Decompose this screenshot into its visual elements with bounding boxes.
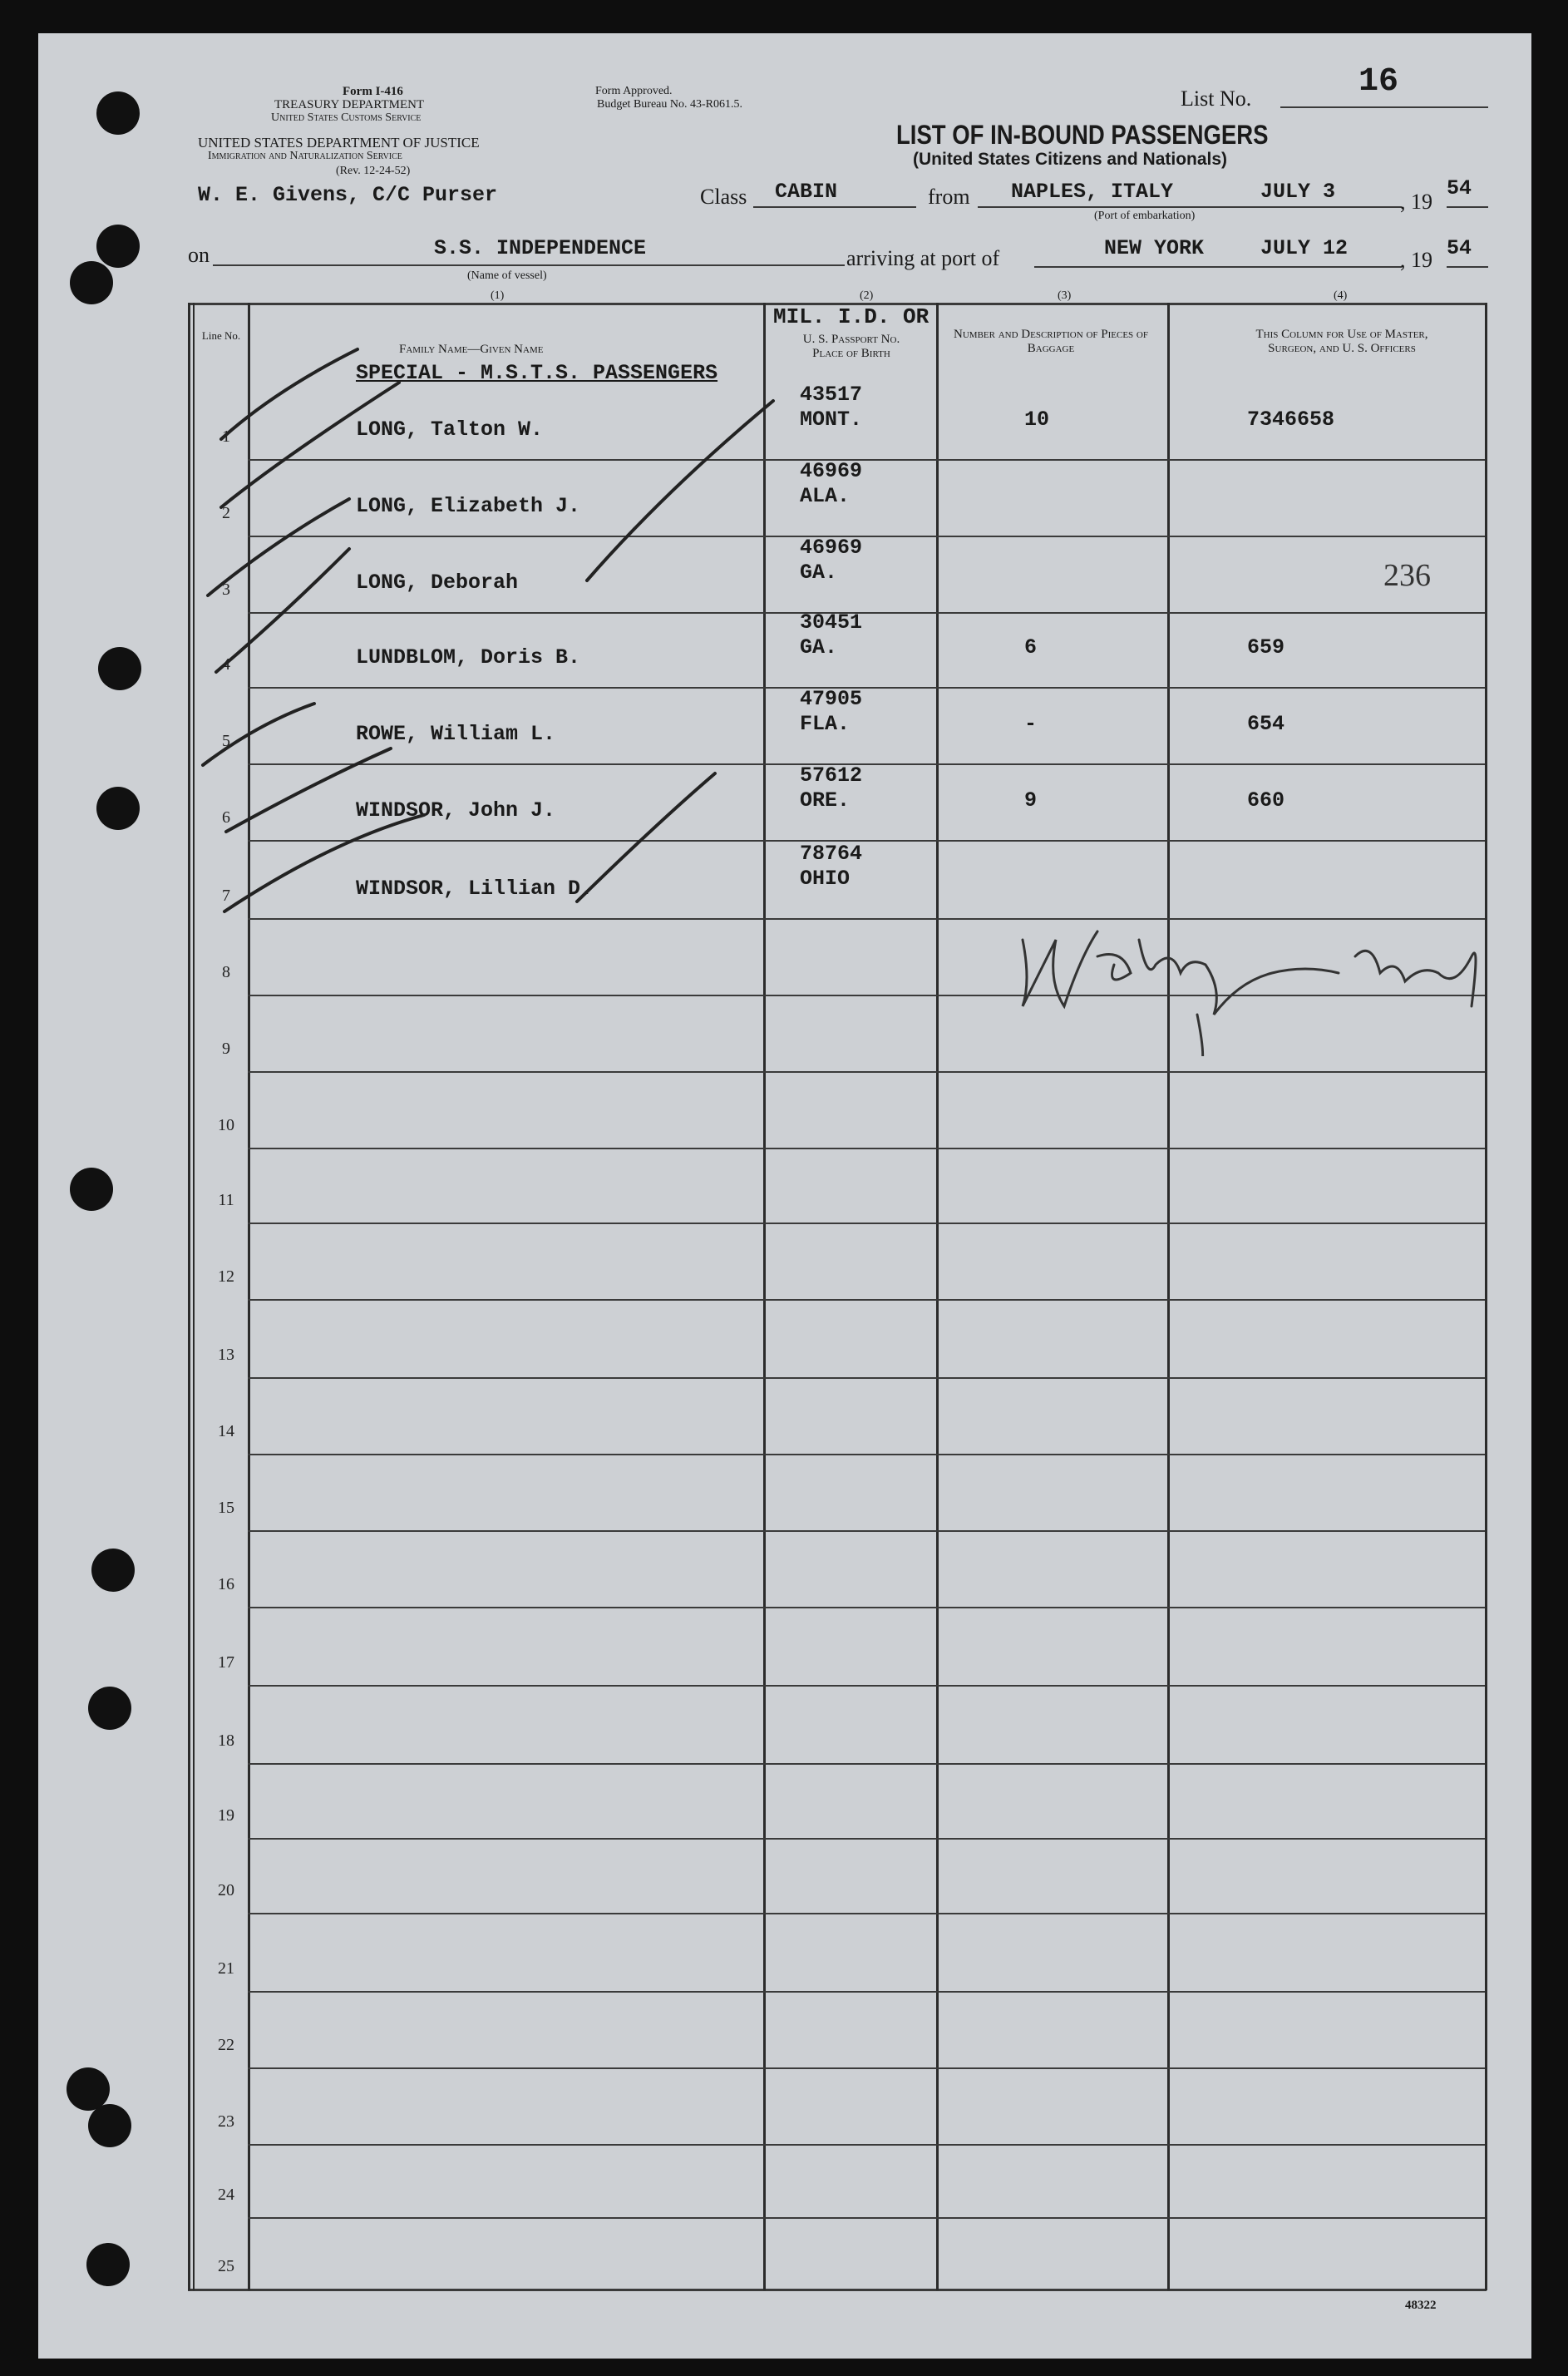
binder-hole <box>86 2243 130 2286</box>
line-number: 12 <box>218 1267 234 1286</box>
year1-underline <box>1447 206 1488 208</box>
binder-hole <box>70 261 113 304</box>
binder-hole <box>88 2104 131 2147</box>
footer-form-number: 48322 <box>1405 2299 1437 2312</box>
vessel-underline <box>213 264 845 266</box>
form-number: Form I-416 <box>343 85 403 98</box>
row-divider <box>248 2067 1485 2069</box>
baggage-count: 10 <box>1024 408 1050 432</box>
col-number-2: (2) <box>860 289 874 302</box>
place-of-birth: FLA. <box>800 712 851 736</box>
year-1: 54 <box>1447 176 1472 200</box>
row-divider <box>248 1991 1485 1993</box>
line-number: 13 <box>218 1346 234 1364</box>
place-of-birth: ORE. <box>800 788 851 813</box>
year-prefix-1: , 19 <box>1400 190 1432 214</box>
binder-hole <box>96 225 140 268</box>
table-bottom-border <box>188 2289 1487 2291</box>
row-divider <box>248 1913 1485 1914</box>
year-2: 54 <box>1447 236 1472 260</box>
line-number: 3 <box>222 580 230 599</box>
header-line-no: Line No. <box>201 329 241 342</box>
line-number: 4 <box>222 655 230 674</box>
class-underline <box>753 206 916 208</box>
document-subtitle: (United States Citizens and Nationals) <box>913 150 1228 169</box>
line-number: 17 <box>218 1653 234 1672</box>
row-divider <box>248 1377 1485 1379</box>
table-right-border <box>1485 303 1487 2290</box>
revision-date: (Rev. 12-24-52) <box>336 165 411 177</box>
line-number: 23 <box>218 2112 234 2131</box>
place-of-birth: GA. <box>800 561 838 585</box>
binder-hole <box>70 1168 113 1211</box>
header-baggage: Number and Description of Pieces of Baggage <box>954 328 1148 355</box>
vessel-label: (Name of vessel) <box>467 269 547 282</box>
line-number: 10 <box>218 1116 234 1134</box>
arrival-underline <box>1034 266 1402 268</box>
mil-id-number: 43517 <box>800 383 863 407</box>
row-divider <box>248 459 1485 461</box>
approval-note: Form Approved. <box>595 85 673 97</box>
header-family-name: Family Name—Given Name <box>399 343 544 356</box>
place-of-birth: MONT. <box>800 408 863 432</box>
binder-hole <box>96 91 140 135</box>
class-label: Class <box>700 185 747 209</box>
treasury-dept: TREASURY DEPARTMENT <box>274 98 425 111</box>
class-value: CABIN <box>775 180 838 204</box>
customs-service: United States Customs Service <box>271 111 422 124</box>
officer-code: 7346658 <box>1247 408 1335 432</box>
justice-dept: UNITED STATES DEPARTMENT OF JUSTICE <box>198 135 480 151</box>
line-number: 24 <box>218 2186 234 2204</box>
document-title: LIST OF IN-BOUND PASSENGERS <box>896 120 1269 150</box>
place-of-birth: ALA. <box>800 484 851 508</box>
row-divider <box>248 2144 1485 2146</box>
line-number: 16 <box>218 1575 234 1593</box>
mil-id-number: 57612 <box>800 763 863 788</box>
row-divider <box>248 2217 1485 2219</box>
port-embark-label: (Port of embarkation) <box>1094 210 1196 222</box>
list-number: 16 <box>1358 63 1399 101</box>
line-number: 19 <box>218 1806 234 1825</box>
passenger-name: WINDSOR, John J. <box>356 798 556 822</box>
row-divider <box>248 1685 1485 1687</box>
officer-code: 660 <box>1247 788 1285 813</box>
row-divider <box>248 612 1485 614</box>
row-divider <box>248 840 1485 842</box>
line-number: 1 <box>222 427 230 446</box>
passenger-name: WINDSOR, Lillian D. <box>356 877 594 901</box>
passenger-name: LONG, Talton W. <box>356 417 544 442</box>
row-divider <box>248 1223 1485 1224</box>
baggage-count: 6 <box>1024 635 1038 659</box>
embark-date: JULY 3 <box>1260 180 1336 204</box>
binder-hole <box>96 787 140 830</box>
col-number-3: (3) <box>1058 289 1072 302</box>
line-number: 7 <box>222 887 230 905</box>
line-number: 21 <box>218 1959 234 1978</box>
binder-hole <box>98 647 141 690</box>
line-number: 15 <box>218 1499 234 1517</box>
header-mil-id: MIL. I.D. OR <box>773 304 929 329</box>
line-number: 20 <box>218 1881 234 1899</box>
line-number: 9 <box>222 1040 230 1058</box>
purser-name: W. E. Givens, C/C Purser <box>198 183 498 207</box>
from-underline <box>978 206 1402 208</box>
header-passport: U. S. Passport No. Place of Birth <box>802 333 900 360</box>
row-divider <box>248 1763 1485 1765</box>
baggage-count: - <box>1024 712 1038 736</box>
passenger-name: LONG, Elizabeth J. <box>356 494 581 518</box>
mil-id-number: 30451 <box>800 610 863 635</box>
handwritten-236: 236 <box>1383 558 1431 593</box>
line-number: 8 <box>222 963 230 981</box>
row-divider <box>248 1530 1485 1532</box>
year-prefix-2: , 19 <box>1400 248 1432 272</box>
binder-hole <box>91 1549 135 1592</box>
passenger-name: LONG, Deborah <box>356 571 519 595</box>
form-sheet <box>38 33 1531 2359</box>
arrival-date: JULY 12 <box>1260 236 1349 260</box>
officer-code: 654 <box>1247 712 1285 736</box>
list-no-label: List No. <box>1181 86 1252 111</box>
row-divider <box>248 1071 1485 1073</box>
header-officers: This Column for Use of Master, Surgeon, and U. S. Officers <box>1255 328 1428 355</box>
inspector-signature <box>1006 906 1521 1056</box>
ins-service: Immigration and Naturalization Service <box>208 150 402 162</box>
col-number-4: (4) <box>1334 289 1348 302</box>
mil-id-number: 47905 <box>800 687 863 711</box>
table-left-border <box>188 303 190 2290</box>
arrival-port: NEW YORK <box>1104 236 1205 260</box>
from-label: from <box>928 185 970 209</box>
embark-port: NAPLES, ITALY <box>1011 180 1174 204</box>
section-heading: SPECIAL - M.S.T.S. PASSENGERS <box>356 361 718 385</box>
line-number: 6 <box>222 808 230 827</box>
place-of-birth: GA. <box>800 635 838 659</box>
passenger-name: LUNDBLOM, Doris B. <box>356 645 581 669</box>
passenger-name: ROWE, William L. <box>356 722 556 746</box>
mil-id-number: 78764 <box>800 842 863 866</box>
binder-hole <box>88 1687 131 1730</box>
line-number: 25 <box>218 2257 234 2275</box>
list-no-underline <box>1280 106 1488 108</box>
line-number: 11 <box>218 1191 234 1209</box>
row-divider <box>248 536 1485 537</box>
officer-code: 659 <box>1247 635 1285 659</box>
mil-id-number: 46969 <box>800 536 863 560</box>
year2-underline <box>1447 266 1488 268</box>
mil-id-number: 46969 <box>800 459 863 483</box>
place-of-birth: OHIO <box>800 867 851 891</box>
line-number: 5 <box>222 732 230 750</box>
row-divider <box>248 1148 1485 1149</box>
row-divider <box>248 1454 1485 1455</box>
line-number: 22 <box>218 2036 234 2054</box>
row-divider <box>248 687 1485 689</box>
baggage-count: 9 <box>1024 788 1038 813</box>
row-divider <box>248 1607 1485 1608</box>
row-divider <box>248 1299 1485 1301</box>
row-divider <box>248 1838 1485 1840</box>
line-number: 18 <box>218 1731 234 1750</box>
table-left-border-inner <box>193 303 195 2290</box>
row-divider <box>248 763 1485 765</box>
line-number: 14 <box>218 1422 234 1440</box>
budget-bureau: Budget Bureau No. 43-R061.5. <box>597 98 742 111</box>
arriving-label: arriving at port of <box>846 246 1000 270</box>
vessel-name: S.S. INDEPENDENCE <box>434 236 647 260</box>
on-label: on <box>188 243 210 267</box>
line-number: 2 <box>222 504 230 522</box>
col-number-1: (1) <box>491 289 505 302</box>
